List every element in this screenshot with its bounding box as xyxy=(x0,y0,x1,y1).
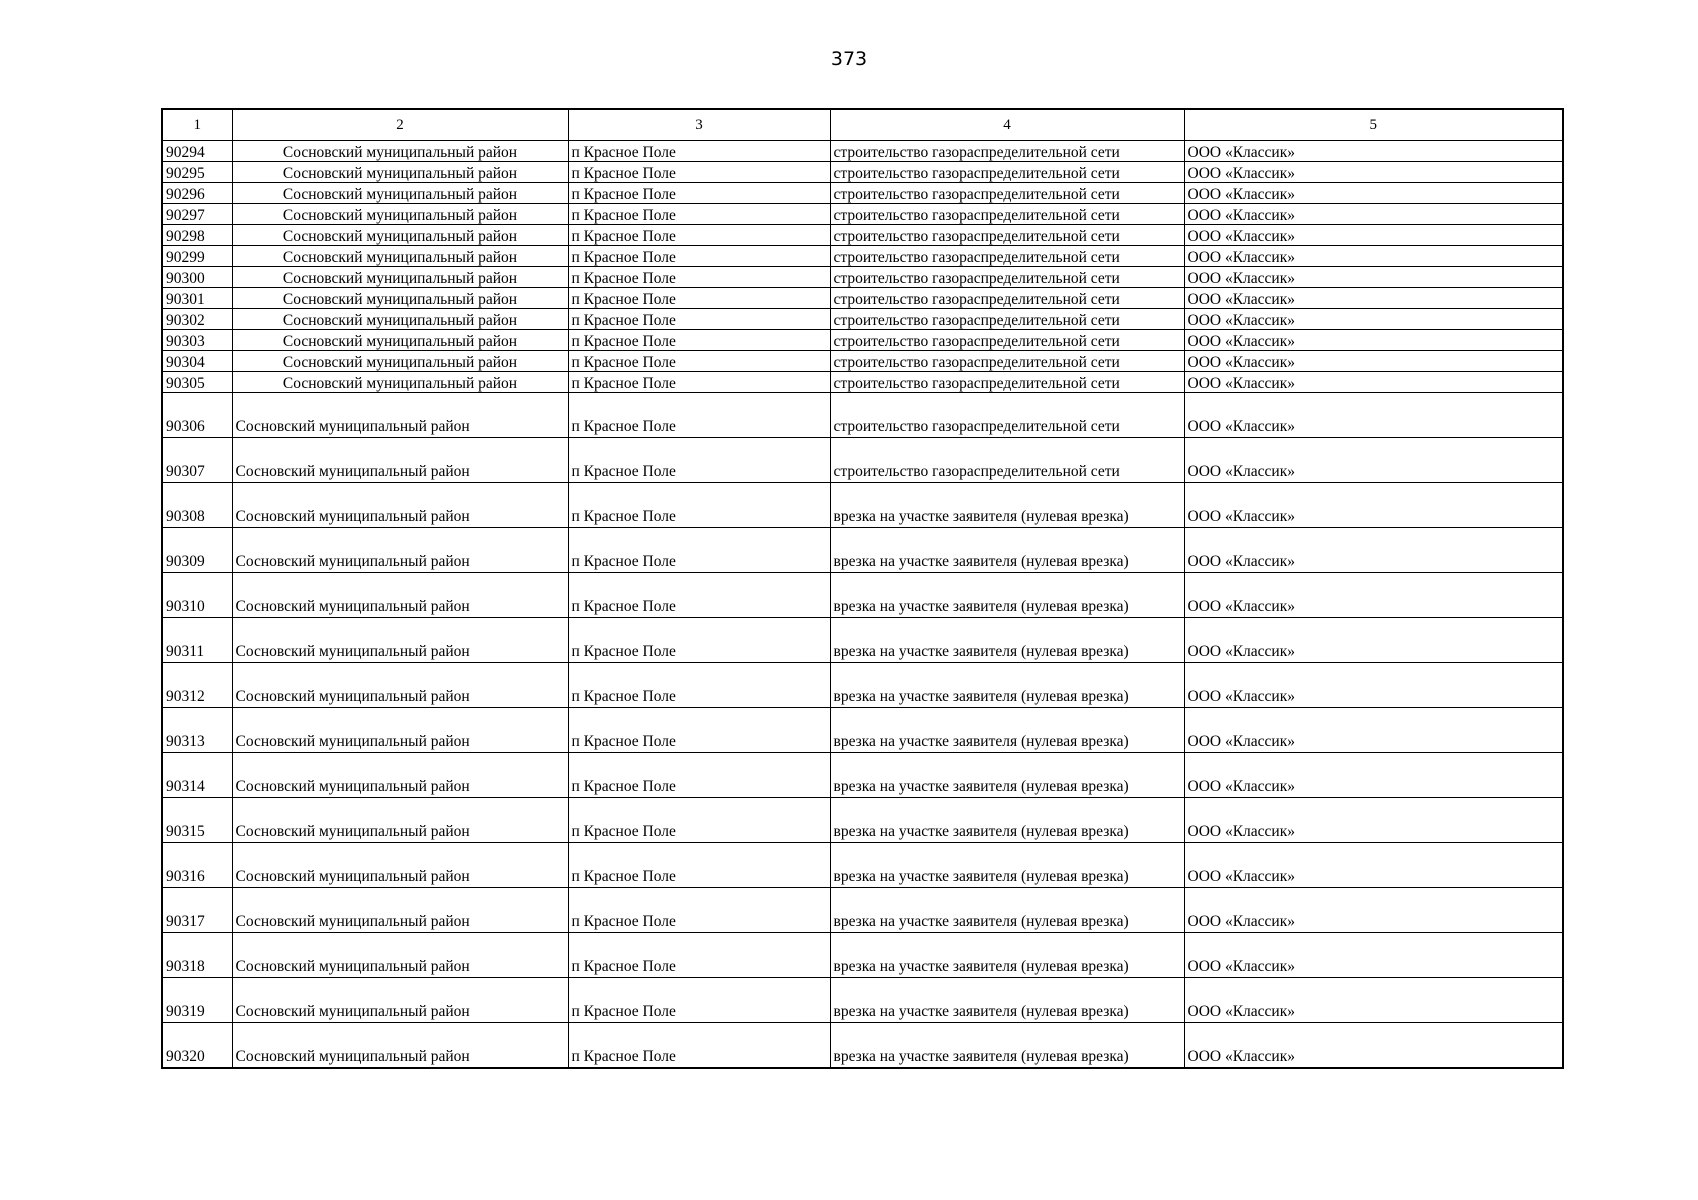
table-row xyxy=(162,933,1563,978)
cell-district: Сосновский муниципальный район xyxy=(232,753,568,798)
cell-locality: п Красное Поле xyxy=(568,528,830,573)
cell-locality: п Красное Поле xyxy=(568,888,830,933)
table-row xyxy=(162,372,1563,393)
table-row xyxy=(162,618,1563,663)
cell-organization: ООО «Классик» xyxy=(1184,708,1563,753)
cell-district: Сосновский муниципальный район xyxy=(232,330,568,351)
cell-district: Сосновский муниципальный район xyxy=(232,978,568,1023)
cell-id: 90312 xyxy=(162,663,232,708)
cell-work-type: врезка на участке заявителя (нулевая врезка) xyxy=(830,753,1184,798)
cell-id: 90314 xyxy=(162,753,232,798)
cell-district: Сосновский муниципальный район xyxy=(232,204,568,225)
cell-id: 90313 xyxy=(162,708,232,753)
table-row xyxy=(162,1023,1563,1069)
cell-work-type: строительство газораспределительной сети xyxy=(830,372,1184,393)
cell-district: Сосновский муниципальный район xyxy=(232,183,568,204)
cell-id: 90317 xyxy=(162,888,232,933)
cell-id: 90295 xyxy=(162,162,232,183)
cell-id: 90309 xyxy=(162,528,232,573)
cell-organization: ООО «Классик» xyxy=(1184,204,1563,225)
cell-locality: п Красное Поле xyxy=(568,372,830,393)
table-row xyxy=(162,978,1563,1023)
cell-id: 90302 xyxy=(162,309,232,330)
cell-organization: ООО «Классик» xyxy=(1184,288,1563,309)
cell-id: 90297 xyxy=(162,204,232,225)
cell-locality: п Красное Поле xyxy=(568,141,830,162)
table-row xyxy=(162,483,1563,528)
cell-locality: п Красное Поле xyxy=(568,933,830,978)
cell-organization: ООО «Классик» xyxy=(1184,162,1563,183)
column-header-3: 3 xyxy=(568,109,830,141)
table-row xyxy=(162,309,1563,330)
cell-work-type: строительство газораспределительной сети xyxy=(830,246,1184,267)
cell-work-type: строительство газораспределительной сети xyxy=(830,393,1184,438)
cell-district: Сосновский муниципальный район xyxy=(232,663,568,708)
cell-organization: ООО «Классик» xyxy=(1184,267,1563,288)
cell-locality: п Красное Поле xyxy=(568,351,830,372)
cell-id: 90294 xyxy=(162,141,232,162)
cell-locality: п Красное Поле xyxy=(568,267,830,288)
cell-organization: ООО «Классик» xyxy=(1184,438,1563,483)
table-row xyxy=(162,141,1563,162)
cell-locality: п Красное Поле xyxy=(568,246,830,267)
cell-organization: ООО «Классик» xyxy=(1184,888,1563,933)
cell-organization: ООО «Классик» xyxy=(1184,246,1563,267)
table-row xyxy=(162,888,1563,933)
cell-district: Сосновский муниципальный район xyxy=(232,708,568,753)
cell-organization: ООО «Классик» xyxy=(1184,330,1563,351)
cell-work-type: врезка на участке заявителя (нулевая врезка) xyxy=(830,888,1184,933)
cell-work-type: строительство газораспределительной сети xyxy=(830,141,1184,162)
table-row xyxy=(162,162,1563,183)
cell-organization: ООО «Классик» xyxy=(1184,1023,1563,1069)
cell-organization: ООО «Классик» xyxy=(1184,618,1563,663)
cell-work-type: строительство газораспределительной сети xyxy=(830,204,1184,225)
cell-organization: ООО «Классик» xyxy=(1184,183,1563,204)
cell-organization: ООО «Классик» xyxy=(1184,663,1563,708)
table-row xyxy=(162,798,1563,843)
cell-locality: п Красное Поле xyxy=(568,663,830,708)
cell-locality: п Красное Поле xyxy=(568,798,830,843)
cell-organization: ООО «Классик» xyxy=(1184,372,1563,393)
table-row xyxy=(162,330,1563,351)
cell-locality: п Красное Поле xyxy=(568,183,830,204)
cell-work-type: строительство газораспределительной сети xyxy=(830,438,1184,483)
cell-district: Сосновский муниципальный район xyxy=(232,246,568,267)
cell-locality: п Красное Поле xyxy=(568,330,830,351)
table-row xyxy=(162,393,1563,438)
column-header-4: 4 xyxy=(830,109,1184,141)
cell-organization: ООО «Классик» xyxy=(1184,933,1563,978)
cell-locality: п Красное Поле xyxy=(568,618,830,663)
cell-id: 90311 xyxy=(162,618,232,663)
table-row xyxy=(162,528,1563,573)
cell-organization: ООО «Классик» xyxy=(1184,309,1563,330)
cell-district: Сосновский муниципальный район xyxy=(232,798,568,843)
cell-work-type: строительство газораспределительной сети xyxy=(830,330,1184,351)
cell-work-type: врезка на участке заявителя (нулевая врезка) xyxy=(830,618,1184,663)
cell-organization: ООО «Классик» xyxy=(1184,528,1563,573)
cell-locality: п Красное Поле xyxy=(568,438,830,483)
cell-district: Сосновский муниципальный район xyxy=(232,888,568,933)
page-number: 373 xyxy=(830,48,868,70)
table-row xyxy=(162,573,1563,618)
cell-district: Сосновский муниципальный район xyxy=(232,288,568,309)
cell-organization: ООО «Классик» xyxy=(1184,573,1563,618)
cell-district: Сосновский муниципальный район xyxy=(232,933,568,978)
table-header xyxy=(162,109,1563,141)
header-row xyxy=(162,109,1563,141)
table-row xyxy=(162,267,1563,288)
table-row xyxy=(162,204,1563,225)
cell-work-type: строительство газораспределительной сети xyxy=(830,225,1184,246)
cell-work-type: строительство газораспределительной сети xyxy=(830,183,1184,204)
cell-work-type: врезка на участке заявителя (нулевая врезка) xyxy=(830,573,1184,618)
cell-work-type: врезка на участке заявителя (нулевая врезка) xyxy=(830,843,1184,888)
cell-work-type: врезка на участке заявителя (нулевая врезка) xyxy=(830,708,1184,753)
cell-district: Сосновский муниципальный район xyxy=(232,267,568,288)
cell-id: 90299 xyxy=(162,246,232,267)
cell-district: Сосновский муниципальный район xyxy=(232,843,568,888)
cell-locality: п Красное Поле xyxy=(568,753,830,798)
column-header-5: 5 xyxy=(1184,109,1563,141)
cell-organization: ООО «Классик» xyxy=(1184,483,1563,528)
cell-id: 90315 xyxy=(162,798,232,843)
column-header-1: 1 xyxy=(162,109,232,141)
table-row xyxy=(162,438,1563,483)
table-row xyxy=(162,753,1563,798)
cell-organization: ООО «Классик» xyxy=(1184,225,1563,246)
cell-id: 90316 xyxy=(162,843,232,888)
cell-locality: п Красное Поле xyxy=(568,309,830,330)
cell-district: Сосновский муниципальный район xyxy=(232,393,568,438)
cell-id: 90298 xyxy=(162,225,232,246)
cell-id: 90320 xyxy=(162,1023,232,1069)
cell-locality: п Красное Поле xyxy=(568,843,830,888)
column-header-2: 2 xyxy=(232,109,568,141)
cell-locality: п Красное Поле xyxy=(568,708,830,753)
cell-work-type: строительство газораспределительной сети xyxy=(830,351,1184,372)
cell-district: Сосновский муниципальный район xyxy=(232,225,568,246)
cell-organization: ООО «Классик» xyxy=(1184,843,1563,888)
cell-id: 90319 xyxy=(162,978,232,1023)
table-row xyxy=(162,663,1563,708)
cell-locality: п Красное Поле xyxy=(568,288,830,309)
cell-district: Сосновский муниципальный район xyxy=(232,309,568,330)
cell-locality: п Красное Поле xyxy=(568,225,830,246)
cell-id: 90301 xyxy=(162,288,232,309)
cell-district: Сосновский муниципальный район xyxy=(232,162,568,183)
cell-id: 90306 xyxy=(162,393,232,438)
cell-work-type: строительство газораспределительной сети xyxy=(830,309,1184,330)
cell-work-type: строительство газораспределительной сети xyxy=(830,162,1184,183)
cell-work-type: врезка на участке заявителя (нулевая врезка) xyxy=(830,663,1184,708)
cell-id: 90307 xyxy=(162,438,232,483)
cell-organization: ООО «Классик» xyxy=(1184,753,1563,798)
table-row xyxy=(162,843,1563,888)
cell-organization: ООО «Классик» xyxy=(1184,141,1563,162)
cell-organization: ООО «Классик» xyxy=(1184,978,1563,1023)
cell-locality: п Красное Поле xyxy=(568,483,830,528)
cell-id: 90318 xyxy=(162,933,232,978)
cell-id: 90300 xyxy=(162,267,232,288)
cell-work-type: врезка на участке заявителя (нулевая врезка) xyxy=(830,528,1184,573)
cell-district: Сосновский муниципальный район xyxy=(232,1023,568,1069)
cell-locality: п Красное Поле xyxy=(568,573,830,618)
cell-locality: п Красное Поле xyxy=(568,1023,830,1069)
cell-district: Сосновский муниципальный район xyxy=(232,528,568,573)
cell-locality: п Красное Поле xyxy=(568,162,830,183)
cell-id: 90310 xyxy=(162,573,232,618)
cell-id: 90305 xyxy=(162,372,232,393)
cell-work-type: строительство газораспределительной сети xyxy=(830,267,1184,288)
cell-organization: ООО «Классик» xyxy=(1184,798,1563,843)
table-row xyxy=(162,288,1563,309)
cell-id: 90296 xyxy=(162,183,232,204)
cell-work-type: врезка на участке заявителя (нулевая врезка) xyxy=(830,978,1184,1023)
cell-work-type: врезка на участке заявителя (нулевая врезка) xyxy=(830,1023,1184,1069)
cell-district: Сосновский муниципальный район xyxy=(232,351,568,372)
table-row xyxy=(162,183,1563,204)
table-row xyxy=(162,246,1563,267)
cell-id: 90304 xyxy=(162,351,232,372)
cell-organization: ООО «Классик» xyxy=(1184,393,1563,438)
cell-district: Сосновский муниципальный район xyxy=(232,618,568,663)
cell-work-type: врезка на участке заявителя (нулевая врезка) xyxy=(830,483,1184,528)
cell-district: Сосновский муниципальный район xyxy=(232,438,568,483)
table-body xyxy=(162,141,1563,1069)
table-row xyxy=(162,708,1563,753)
cell-work-type: врезка на участке заявителя (нулевая врезка) xyxy=(830,933,1184,978)
table-row xyxy=(162,225,1563,246)
cell-district: Сосновский муниципальный район xyxy=(232,573,568,618)
registry-table xyxy=(161,108,1564,1069)
cell-organization: ООО «Классик» xyxy=(1184,351,1563,372)
cell-id: 90303 xyxy=(162,330,232,351)
cell-district: Сосновский муниципальный район xyxy=(232,372,568,393)
cell-id: 90308 xyxy=(162,483,232,528)
cell-locality: п Красное Поле xyxy=(568,204,830,225)
cell-district: Сосновский муниципальный район xyxy=(232,483,568,528)
cell-locality: п Красное Поле xyxy=(568,978,830,1023)
cell-work-type: врезка на участке заявителя (нулевая врезка) xyxy=(830,798,1184,843)
cell-district: Сосновский муниципальный район xyxy=(232,141,568,162)
table-row xyxy=(162,351,1563,372)
cell-work-type: строительство газораспределительной сети xyxy=(830,288,1184,309)
cell-locality: п Красное Поле xyxy=(568,393,830,438)
